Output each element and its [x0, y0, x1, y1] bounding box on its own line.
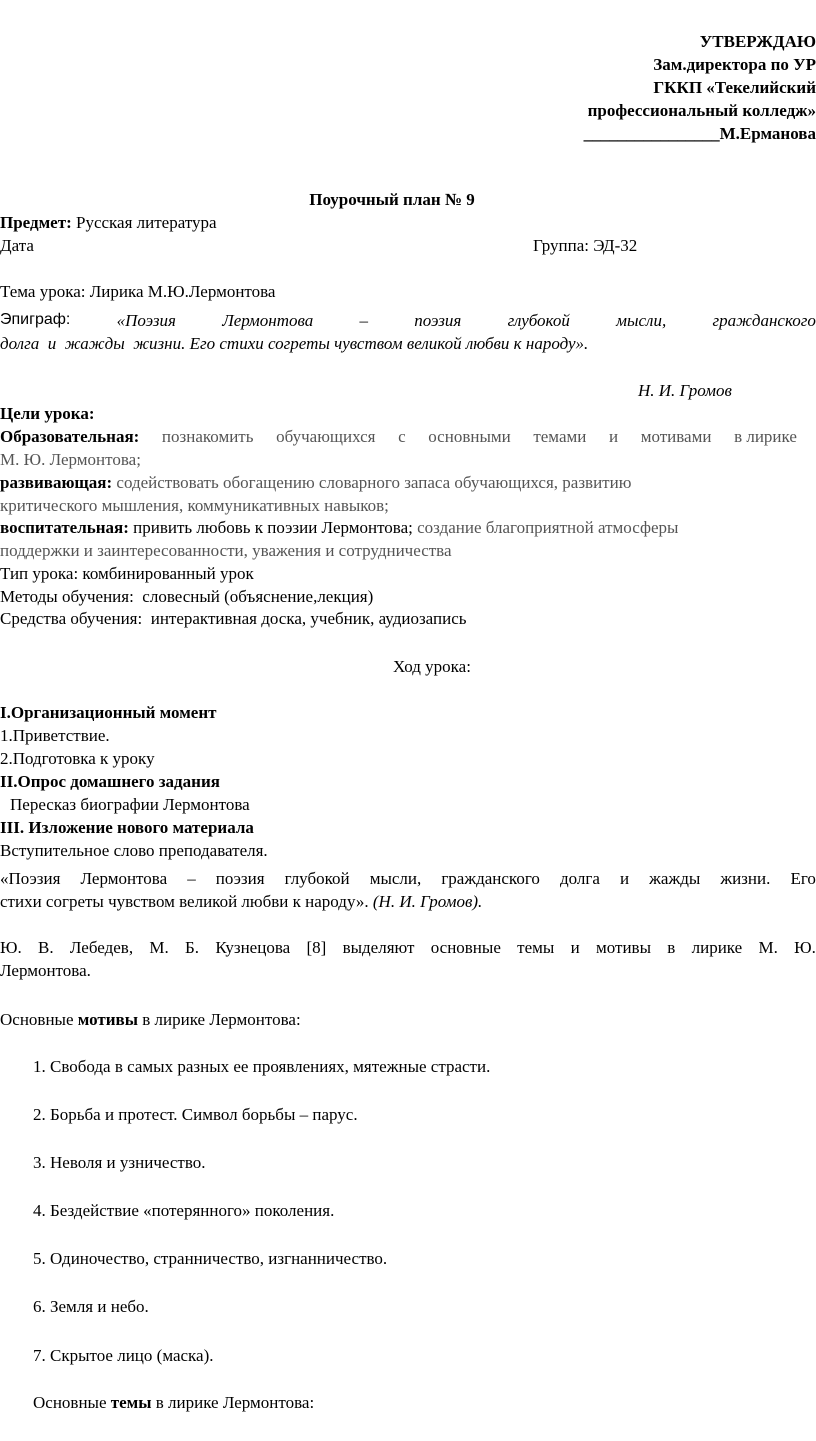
epigraph-word: поэзия	[414, 311, 462, 330]
epigraph-label: Эпиграф:	[0, 311, 71, 328]
goal-upbringing-line2: поддержки и заинтересованности, уважения и сотрудничества	[0, 541, 452, 560]
motif-item: 3. Неволя и узничество.	[33, 1153, 206, 1172]
epigraph-word: Лермонтова	[222, 311, 314, 330]
lesson-type: Тип урока: комбинированный урок	[0, 564, 254, 583]
lebedev-word: в	[667, 938, 676, 957]
group-label: Группа:	[533, 236, 589, 255]
motif-item: 7. Скрытое лицо (маска).	[33, 1346, 214, 1365]
goal-developing-label: развивающая:	[0, 473, 113, 492]
lebedev-word: М.	[758, 938, 778, 957]
quote-word: и	[619, 869, 630, 888]
lebedev-word: основные	[430, 938, 501, 957]
section2-heading: II.Опрос домашнего задания	[0, 772, 220, 791]
lesson-means: Средства обучения: интерактивная доска, учебник, аудиозапись	[0, 609, 467, 628]
approval-position: Зам.директора по УР	[653, 55, 816, 74]
lebedev-word: В.	[38, 938, 54, 957]
quote-word: –	[187, 869, 196, 888]
motif-item: 6. Земля и небо.	[33, 1297, 149, 1316]
section2-text: Пересказ биографии Лермонтова	[10, 795, 250, 814]
epigraph-word: мысли,	[616, 311, 667, 330]
goal-developing-text: содействовать обогащению словарного запаса обучающихся, развитию	[112, 473, 632, 492]
approval-org-line1: ГККП «Текелийский	[653, 78, 816, 97]
subject-label: Предмет:	[0, 213, 72, 232]
motif-item: 2. Борьба и протест. Символ борьбы – парус.	[33, 1105, 358, 1124]
group-info	[533, 236, 637, 256]
section1-heading: I.Организационный момент	[0, 703, 217, 722]
goal-developing-line2: критического мышления, коммуникативных навыков;	[0, 496, 389, 515]
goal-word: основными	[428, 427, 511, 446]
lebedev-word: лирике	[691, 938, 743, 957]
themes-prefix: Основные	[33, 1393, 111, 1412]
lebedev-word: Лебедев,	[69, 938, 134, 957]
quote-text: стихи согреты чувством великой любви к народу».	[0, 892, 369, 911]
motifs-heading	[0, 1010, 816, 1030]
epigraph-word: глубокой	[507, 311, 570, 330]
topic-label: Тема урока:	[0, 282, 86, 301]
motifs-prefix: Основные	[0, 1010, 78, 1029]
group-value: ЭД-32	[589, 236, 638, 255]
goals-heading: Цели урока:	[0, 404, 95, 423]
quote-word: гражданского	[441, 869, 540, 888]
lebedev-word: Б.	[185, 938, 200, 957]
approval-block	[584, 30, 816, 145]
quote-line2	[0, 892, 816, 912]
goal-upbringing-label: воспитательная:	[0, 518, 129, 537]
goal-word: мотивами	[640, 427, 712, 446]
quote-word: мысли,	[369, 869, 422, 888]
lebedev-line1	[0, 938, 816, 958]
lebedev-word: Ю.	[0, 938, 22, 957]
quote-line1	[0, 869, 816, 889]
epigraph-word: –	[359, 311, 368, 330]
date-label: Дата	[0, 236, 34, 255]
goal-upbringing-text2: создание благоприятной атмосферы	[412, 518, 679, 537]
goal-word: и	[608, 427, 619, 446]
subject-value: Русская литература	[71, 213, 217, 232]
section3-heading: III. Изложение нового материала	[0, 818, 254, 837]
quote-word: жизни.	[720, 869, 771, 888]
lebedev-line2: Лермонтова.	[0, 961, 91, 980]
lebedev-word: темы	[517, 938, 555, 957]
motifs-bold: мотивы	[77, 1010, 138, 1029]
goal-educational-line2: М. Ю. Лермонтова;	[0, 450, 141, 469]
goal-word: в лирике	[734, 427, 797, 446]
date-group-line	[0, 236, 816, 256]
lebedev-word: [8]	[306, 938, 327, 957]
topic-value: Лирика М.Ю.Лермонтова	[85, 282, 276, 301]
approval-title: УТВЕРЖДАЮ	[699, 32, 816, 51]
goal-word: обучающихся	[276, 427, 376, 446]
epigraph-author: Н. И. Громов	[638, 381, 732, 400]
epigraph-word: «Поэзия	[116, 311, 176, 330]
motif-item: 5. Одиночество, странничество, изгнанничество.	[33, 1249, 388, 1268]
subject-line	[0, 213, 816, 233]
lebedev-word: М.	[149, 938, 169, 957]
section3-intro: Вступительное слово преподавателя.	[0, 841, 268, 860]
lebedev-word: выделяют	[342, 938, 415, 957]
quote-word: «Поэзия	[0, 869, 61, 888]
quote-word: жажды	[649, 869, 701, 888]
goal-upbringing-line1	[0, 518, 816, 538]
motifs-suffix: в лирике Лермонтова:	[138, 1010, 301, 1029]
quote-word: Его	[790, 869, 816, 888]
themes-heading	[33, 1393, 314, 1413]
motif-item: 4. Бездействие «потерянного» поколения.	[33, 1201, 335, 1220]
quote-word: глубокой	[284, 869, 350, 888]
lebedev-word: Кузнецова	[215, 938, 291, 957]
goal-word: с	[398, 427, 406, 446]
quote-word: долга	[559, 869, 600, 888]
course-heading: Ход урока:	[393, 657, 471, 676]
goal-educational-line1	[0, 427, 797, 447]
goal-educational-label: Образовательная:	[0, 427, 140, 446]
goal-developing-line1	[0, 473, 816, 493]
lebedev-word: и	[570, 938, 580, 957]
plan-title: Поурочный план № 9	[309, 190, 475, 209]
lesson-methods: Методы обучения: словесный (объяснение,лекция)	[0, 587, 374, 606]
approval-signature: ________________М.Ерманова	[583, 124, 816, 143]
quote-word: Лермонтова	[80, 869, 168, 888]
epigraph-line2: долга и жажды жизни. Его стихи согреты чувством великой любви к народу».	[0, 334, 589, 353]
goal-word: темами	[533, 427, 587, 446]
lebedev-word: Ю.	[794, 938, 816, 957]
themes-suffix: в лирике Лермонтова:	[151, 1393, 315, 1412]
quote-word: поэзия	[215, 869, 265, 888]
motif-item: 1. Свобода в самых разных ее проявлениях, мятежные страсти.	[33, 1057, 491, 1076]
themes-bold: темы	[110, 1393, 152, 1412]
epigraph-word: гражданского	[712, 311, 816, 330]
goal-upbringing-text1: привить любовь к поэзии Лермонтова;	[128, 518, 413, 537]
goal-word: познакомить	[161, 427, 254, 446]
epigraph-line1	[0, 311, 816, 331]
lebedev-word: мотивы	[596, 938, 652, 957]
section1-item: 1.Приветствие.	[0, 726, 110, 745]
section1-item: 2.Подготовка к уроку	[0, 749, 155, 768]
quote-author: (Н. И. Громов).	[368, 892, 483, 911]
approval-org-line2: профессиональный колледж»	[587, 101, 816, 120]
topic-line	[0, 282, 816, 302]
